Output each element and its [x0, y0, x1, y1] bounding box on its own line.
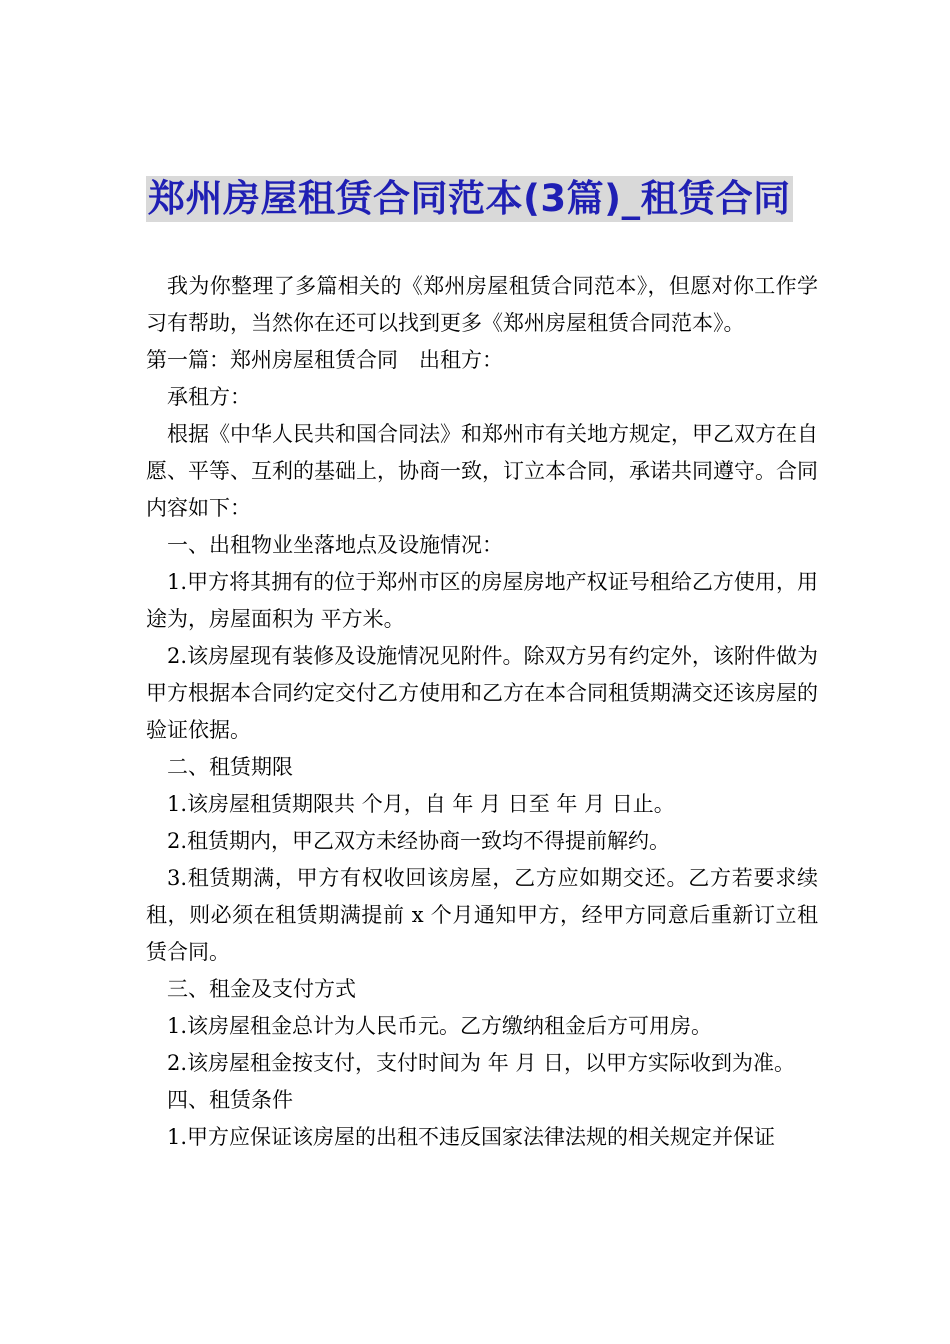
paragraph: 2.租赁期内，甲乙双方未经协商一致均不得提前解约。	[167, 829, 671, 853]
paragraph: 第一篇：郑州房屋租赁合同 出租方：	[146, 348, 503, 372]
section-heading: 四、租赁条件	[167, 1088, 293, 1112]
paragraph: 2.该房屋现有装修及设施情况见附件。除双方另有约定外，该附件做为甲方根据本合同约定交付乙方使用和乙方在本合同租赁期满交还该房屋的验证依据。	[146, 644, 818, 742]
paragraph: 1.该房屋租金总计为人民币元。乙方缴纳租金后方可用房。	[167, 1014, 713, 1038]
section-heading: 一、出租物业坐落地点及设施情况：	[167, 533, 503, 557]
paragraph: 承租方：	[167, 385, 251, 409]
section-heading: 三、租金及支付方式	[167, 977, 356, 1001]
paragraph: 我为你整理了多篇相关的《郑州房屋租赁合同范本》，但愿对你工作学习有帮助，当然你在还可以找到更多《郑州房屋租赁合同范本》。	[146, 274, 818, 335]
section-heading: 二、租赁期限	[167, 755, 293, 779]
document-body	[146, 268, 818, 1156]
paragraph: 根据《中华人民共和国合同法》和郑州市有关地方规定，甲乙双方在自愿、平等、互利的基础上，协商一致，订立本合同，承诺共同遵守。合同内容如下：	[146, 422, 818, 520]
paragraph: 1.甲方将其拥有的位于郑州市区的房屋房地产权证号租给乙方使用，用途为，房屋面积为 平方米。	[146, 570, 818, 631]
page-title: 郑州房屋租赁合同范本(3篇)_租赁合同	[148, 177, 791, 220]
paragraph: 1.该房屋租赁期限共 个月，自 年 月 日至 年 月 日止。	[167, 792, 675, 816]
paragraph: 1.甲方应保证该房屋的出租不违反国家法律法规的相关规定并保证	[167, 1125, 776, 1149]
paragraph: 3.租赁期满，甲方有权收回该房屋，乙方应如期交还。乙方若要求续租，则必须在租赁期满提前 x 个月通知甲方，经甲方同意后重新订立租赁合同。	[146, 866, 818, 964]
title-block	[146, 176, 806, 224]
paragraph: 2.该房屋租金按支付，支付时间为 年 月 日，以甲方实际收到为准。	[167, 1051, 796, 1075]
